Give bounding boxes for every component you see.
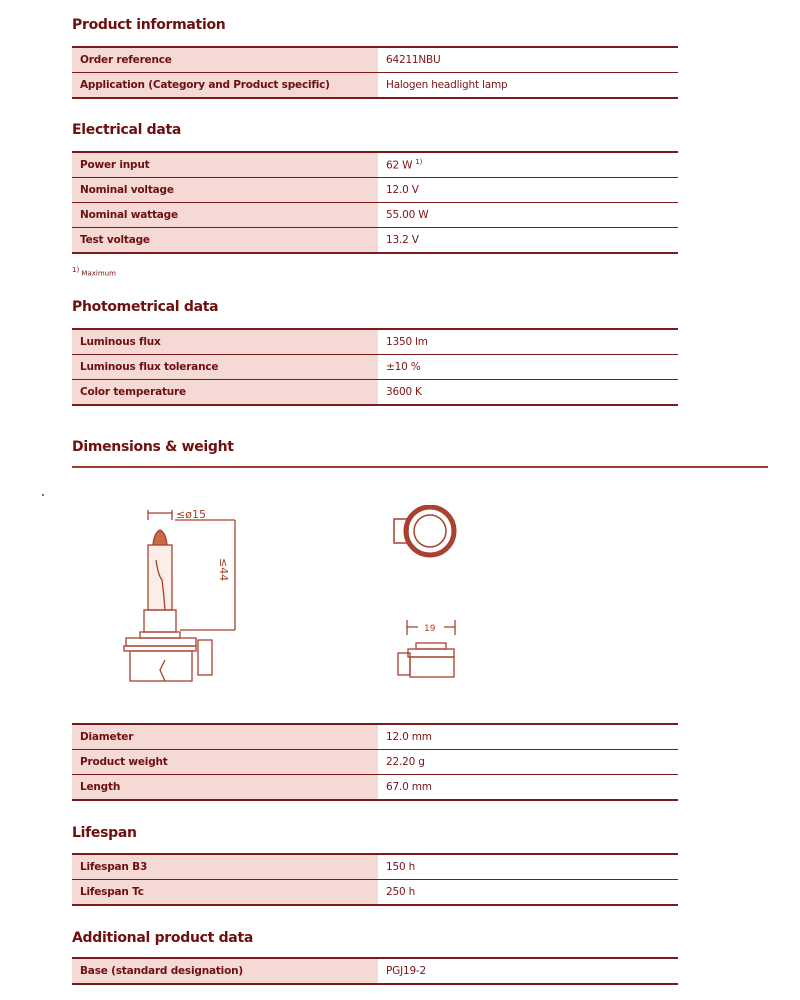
table-row <box>72 152 678 178</box>
heading-electrical-data: Electrical data <box>72 122 182 138</box>
row-value <box>378 47 678 73</box>
lamp-top-drawing <box>390 505 470 565</box>
row-value <box>378 203 678 228</box>
row-label: Product weight <box>72 750 378 775</box>
spec-table <box>72 723 678 801</box>
row-label: Base (standard designation) <box>72 958 378 984</box>
row-label: Nominal wattage <box>72 203 378 228</box>
heading-product-information: Product information <box>72 17 226 33</box>
footnote-mark: 1) <box>72 266 80 274</box>
row-value <box>378 73 678 99</box>
spec-table <box>72 46 678 99</box>
value-text: 250 h <box>386 886 416 898</box>
spec-table <box>72 957 678 985</box>
value-text: 1350 lm <box>386 336 428 348</box>
value-text: 62 W <box>386 159 413 172</box>
value-text: 55.00 W <box>386 209 429 221</box>
row-label: Diameter <box>72 724 378 750</box>
value-text: Halogen headlight lamp <box>386 79 508 91</box>
table-additional-product-data <box>72 957 678 985</box>
table-photometrical-data <box>72 328 678 406</box>
footnote-reference: 1) <box>415 158 423 167</box>
row-value <box>378 750 678 775</box>
table-row <box>72 880 678 906</box>
row-label: Lifespan Tc <box>72 880 378 906</box>
row-label: Application (Category and Product specific) <box>72 73 378 99</box>
row-value <box>378 355 678 380</box>
row-value <box>378 228 678 254</box>
row-label: Luminous flux <box>72 329 378 355</box>
table-row <box>72 47 678 73</box>
footnote-text: Maximum <box>81 269 116 278</box>
table-row <box>72 203 678 228</box>
lamp-base-drawing <box>390 615 470 685</box>
value-text: 22.20 g <box>386 756 425 768</box>
row-value <box>378 880 678 906</box>
table-row <box>72 958 678 984</box>
table-row <box>72 228 678 254</box>
table-row <box>72 775 678 801</box>
heading-lifespan: Lifespan <box>72 825 137 841</box>
value-text: 3600 K <box>386 386 422 398</box>
footnote <box>72 266 116 277</box>
row-value <box>378 854 678 880</box>
value-text: 64211NBU <box>386 54 441 66</box>
value-text: ±10 % <box>386 361 421 373</box>
row-label: Luminous flux tolerance <box>72 355 378 380</box>
lamp-side-drawing <box>120 500 240 690</box>
table-row <box>72 724 678 750</box>
value-text: 67.0 mm <box>386 781 432 793</box>
row-label: Lifespan B3 <box>72 854 378 880</box>
value-text: 12.0 mm <box>386 731 432 743</box>
heading-dimensions-weight: Dimensions & weight <box>72 439 234 455</box>
row-value <box>378 329 678 355</box>
row-label: Order reference <box>72 47 378 73</box>
table-row <box>72 73 678 99</box>
spec-table <box>72 853 678 906</box>
row-value <box>378 724 678 750</box>
row-value <box>378 775 678 801</box>
diameter-dimension-label: ≤ø15 <box>176 508 206 521</box>
row-value <box>378 380 678 406</box>
width-dimension-label: 19 <box>424 624 436 634</box>
table-dimensions-weight <box>72 723 678 801</box>
value-text: 12.0 V <box>386 184 419 196</box>
table-row <box>72 750 678 775</box>
spec-table <box>72 328 678 406</box>
value-text: 150 h <box>386 861 416 873</box>
row-label: Length <box>72 775 378 801</box>
height-dimension-label: ≤44 <box>217 558 230 582</box>
spec-table <box>72 151 678 254</box>
heading-additional-product-data: Additional product data <box>72 930 253 946</box>
row-value <box>378 152 678 178</box>
table-lifespan <box>72 853 678 906</box>
row-value <box>378 178 678 203</box>
table-row <box>72 380 678 406</box>
value-text: 13.2 V <box>386 234 419 246</box>
row-label: Power input <box>72 152 378 178</box>
speck <box>42 494 44 496</box>
table-product-information <box>72 46 678 99</box>
table-electrical-data <box>72 151 678 254</box>
row-label: Nominal voltage <box>72 178 378 203</box>
divider <box>72 466 768 468</box>
row-label: Color temperature <box>72 380 378 406</box>
table-row <box>72 178 678 203</box>
row-label: Test voltage <box>72 228 378 254</box>
table-row <box>72 854 678 880</box>
row-value <box>378 958 678 984</box>
value-text: PGJ19-2 <box>386 965 426 977</box>
table-row <box>72 329 678 355</box>
heading-photometrical-data: Photometrical data <box>72 299 219 315</box>
table-row <box>72 355 678 380</box>
